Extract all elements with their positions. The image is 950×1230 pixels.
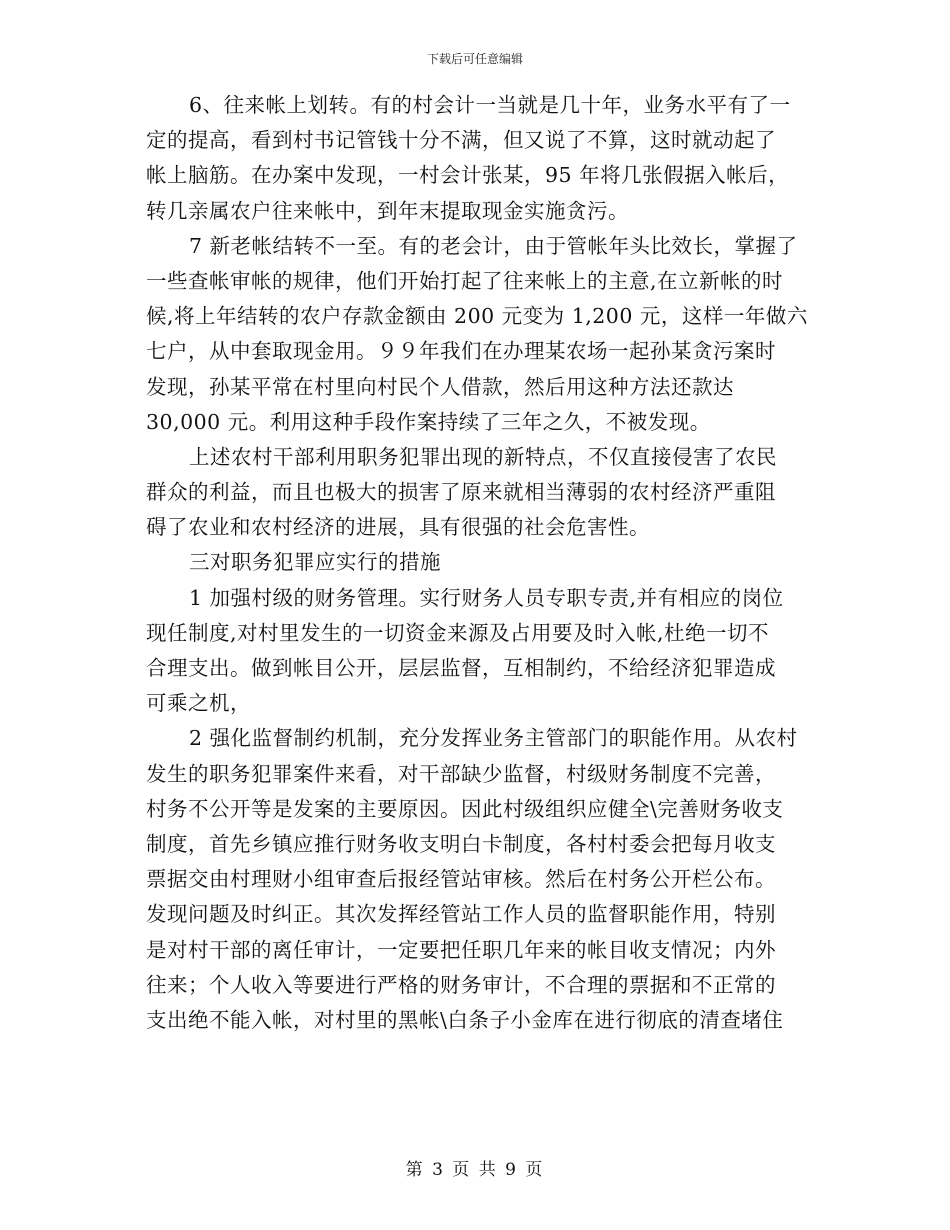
text-line: 现任制度,对村里发生的一切资金来源及占用要及时入帐,杜绝一切不 [146, 620, 770, 645]
text-line: 制度，首先乡镇应推行财务收支明白卡制度，各村村委会把每月收支 [146, 831, 776, 856]
text-line: 三对职务犯罪应实行的措施 [189, 550, 441, 575]
text-line: 转几亲属农户往来帐中，到年末提取现金实施贪污。 [146, 198, 629, 223]
text-line: 是对村干部的离任审计，一定要把任职几年来的帐目收支情况；内外 [146, 937, 776, 962]
document-body [146, 88, 806, 1038]
text-line: 2 强化监督制约机制，充分发挥业务主管部门的职能作用。从农村 [189, 726, 798, 751]
text-line: 往来；个人收入等要进行严格的财务审计，不合理的票据和不正常的 [146, 972, 776, 997]
text-line: 一些查帐审帐的规律，他们开始打起了往来帐上的主意,在立新帐的时 [146, 268, 784, 293]
page-footer: 第 3 页 共 9 页 [405, 1160, 545, 1180]
text-line: 上述农村干部利用职务犯罪出现的新特点，不仅直接侵害了农民 [189, 444, 777, 469]
text-line: 7 新老帐结转不一至。有的老会计，由于管帐年头比效长，掌握了 [189, 233, 798, 258]
text-line: 30,000 元。利用这种手段作案持续了三年之久，不被发现。 [146, 409, 711, 434]
text-line: 1 加强村级的财务管理。实行财务人员专职专责,并有相应的岗位 [189, 585, 784, 610]
text-line: 发生的职务犯罪案件来看，对干部缺少监督，村级财务制度不完善， [146, 761, 776, 786]
text-line: 群众的利益，而且也极大的损害了原来就相当薄弱的农村经济严重阻 [146, 480, 776, 505]
page-header: 下载后可任意编辑 [426, 52, 523, 66]
text-line: 定的提高，看到村书记管钱十分不满，但又说了不算，这时就动起了 [146, 128, 776, 153]
text-line: 发现问题及时纠正。其次发挥经管站工作人员的监督职能作用，特别 [146, 902, 776, 927]
text-line: 村务不公开等是发案的主要原因。因此村级组织应健全\完善财务收支 [146, 796, 784, 821]
text-line: 候,将上年结转的农户存款金额由 200 元变为 1,200 元，这样一年做六 [146, 304, 808, 329]
text-line: 发现，孙某平常在村里向村民个人借款，然后用这种方法还款达 [146, 374, 734, 399]
text-line: 帐上脑筋。在办案中发现，一村会计张某，95 年将几张假据入帐后， [146, 163, 790, 188]
text-line: 可乘之机， [146, 691, 251, 716]
text-line: 6、往来帐上划转。有的村会计一当就是几十年，业务水平有了一 [189, 93, 791, 117]
text-line: 票据交由村理财小组审查后报经管站审核。然后在村务公开栏公布。 [146, 867, 776, 892]
text-line: 合理支出。做到帐目公开，层层监督，互相制约，不给经济犯罪造成 [146, 656, 776, 680]
text-line: 支出绝不能入帐，对村里的黑帐\白条子小金库在进行彻底的清查堵住 [146, 1007, 784, 1032]
text-line: 碍了农业和农村经济的进展，具有很强的社会危害性。 [146, 515, 650, 540]
text-line: 七户，从中套取现金用。９９年我们在办理某农场一起孙某贪污案时 [146, 339, 776, 364]
